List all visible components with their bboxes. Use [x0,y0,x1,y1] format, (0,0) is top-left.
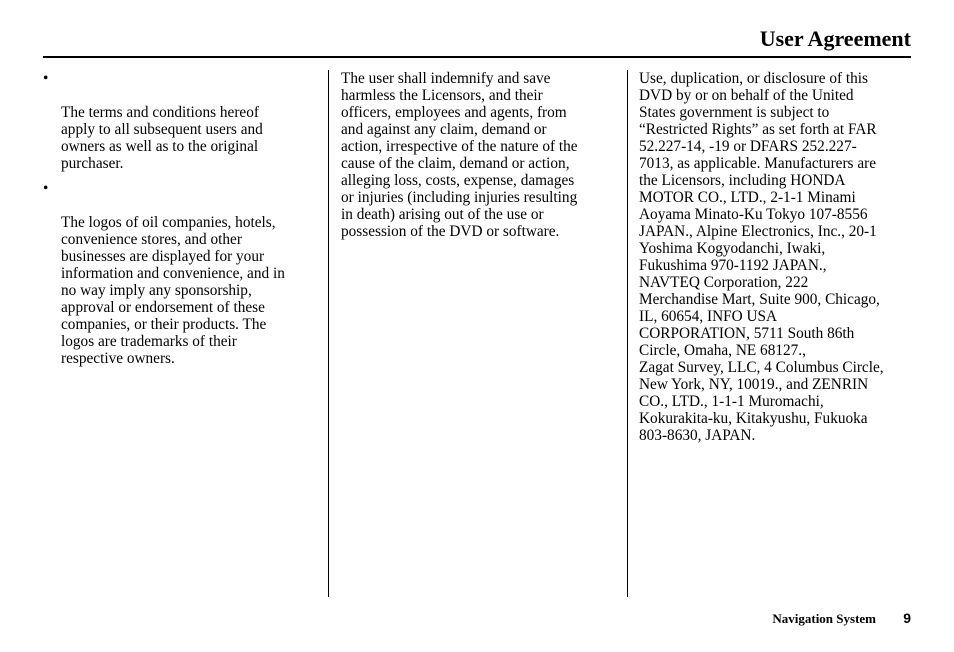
page-title: User Agreement [759,26,911,51]
bullet-list [43,70,313,367]
indemnity-paragraph: The user shall indemnify and save harmless the Licensors, and their officers, employees and agents, from and against any claim, demand or action, irrespective of the nature of the cause of the claim, demand or action, alleging loss, costs, expense, damages or injuries (including injuries resulting in death) arising out of the use or possession of the DVD or software. [341,70,578,240]
column-divider [627,70,628,597]
column-divider [328,70,329,597]
list-item-text: The terms and conditions hereof apply to all subsequent users and owners as well as to the original purchaser. [61,104,263,172]
column-2 [341,70,616,240]
page-number: 9 [903,610,911,626]
list-item [43,70,313,172]
footer-section-label: Navigation System [772,611,876,626]
column-1 [43,70,313,375]
list-item-text: The logos of oil companies, hotels, convenience stores, and other businesses are displayed for your information and convenience, and in no way imply any sponsorship, approval or endorsement of these companies, or their products. The logos are trademarks of their respective owners. [61,214,285,367]
title-rule [43,56,911,58]
bullet-icon: • [43,180,49,197]
restricted-rights-paragraph: Use, duplication, or disclosure of this DVD by or on behalf of the United States government is subject to “Restricted Rights” as set forth at FAR 52.227-14, -19 or DFARS 252.227- 7013, as applicable. Manufacturers are the Licensors, including HONDA MOTOR CO., LTD., 2-1-1 Minami Aoyama Minato-Ku Tokyo 107-8556 JAPAN., Alpine Electronics, Inc., 20-1 Yoshima Kogyodanchi, Iwaki, Fukushima 970-1192 JAPAN., NAVTEQ Corporation, 222 Merchandise Mart, Suite 900, Chicago, IL, 60654, INFO USA CORPORATION, 5711 South 86th Circle, Omaha, NE 68127., Zagat Survey, LLC, 4 Columbus Circle, New York, NY, 10019., and ZENRIN CO., LTD., 1-1-1 Muromachi, Kokurakita-ku, Kitakyushu, Fukuoka 803-8630, JAPAN. [639,70,884,444]
bullet-icon: • [43,70,49,87]
list-item [43,180,313,367]
column-3 [639,70,911,444]
